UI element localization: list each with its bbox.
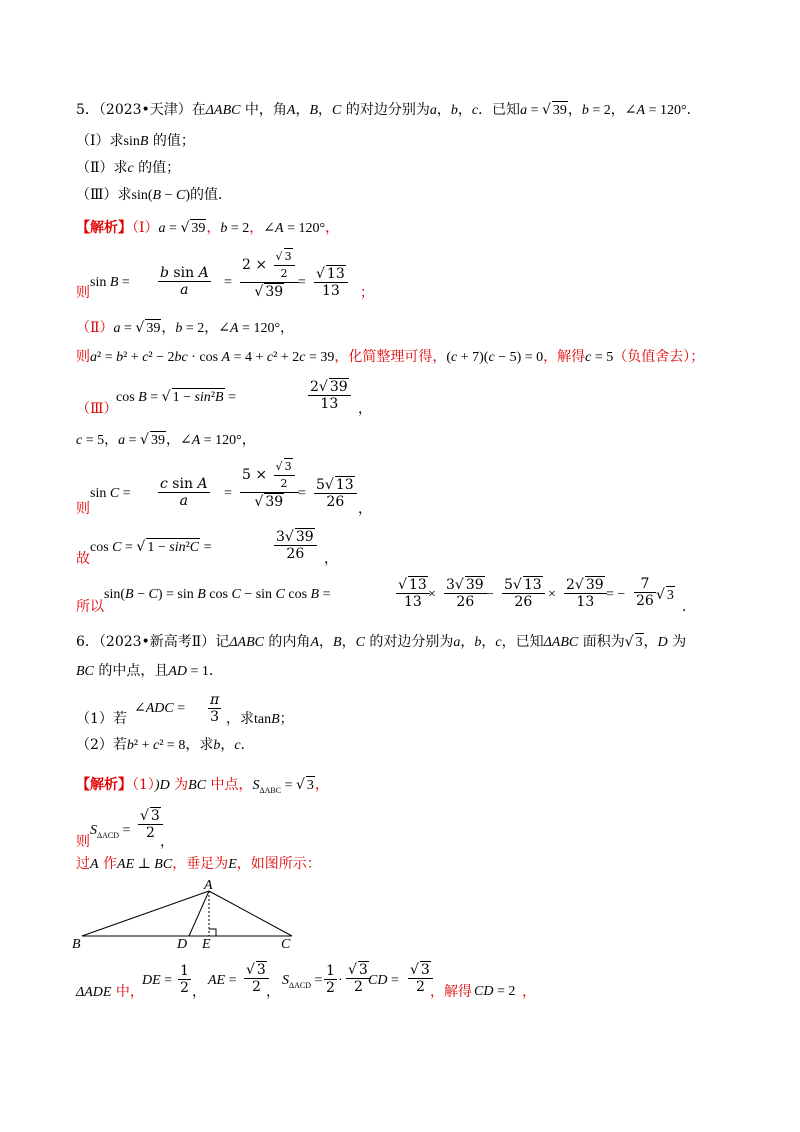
label-C: C bbox=[281, 937, 291, 952]
p5-header: 5．（2023•天津）在ΔABC 中，角A，B，C 的对边分别为a，b，c．已知a = √ 39，b = 2，∠A = 120°． bbox=[76, 102, 701, 118]
label-A: A bbox=[204, 878, 213, 893]
p5-final: 所以 sin(B − C) = sin B cos C − sin C cos B = $\frac{√ 13}{13}$ × $\frac{3√ 39}{26}$ − $\frac{5√ 13}{26}$ × $\frac{2√ 39}{13}$ = − $\frac{7}{26}$ √ 3 ． bbox=[76, 576, 696, 615]
label-D: D bbox=[177, 937, 188, 952]
triangle-figure bbox=[66, 876, 316, 952]
solution-label: 【解析】 bbox=[76, 220, 132, 236]
p5-q2: （Ⅱ）求c 的值； bbox=[76, 160, 181, 176]
p6-header: 6．（2023•新高考Ⅱ）记ΔABC 的内角A，B，C 的对边分别为a，b，c，已知ΔABC 面积为√ 3，D 为 bbox=[76, 634, 687, 650]
p6-triangle-ADE: ΔADE 中， DE = $\frac{1}{2}$ ， AE = $\frac{√ 3}{2}$ ， $S_{\Delta ACD}$ = $\frac{1}{2}$ · $\frac{√ 3}{2}$ CD = $\frac{√ 3}{2}$ ，解得 CD = 2 ， bbox=[76, 962, 536, 1000]
label-E: E bbox=[202, 937, 211, 952]
label-B: B bbox=[72, 937, 81, 952]
p6-solution-1: 【解析】（1）)D 为BC 中点，$S_{\Delta ABC}$ = √ 3， bbox=[76, 777, 329, 795]
right-angle-mark bbox=[209, 929, 216, 936]
p6-area-ACD: 则 $S_{\Delta ACD}$ = $\frac{√ 3}{2}$ ， bbox=[76, 808, 174, 850]
p5-sinC-formula: 则 sin C = $\frac{\text{c sin A}}{a}$ = 5 × $\frac{√ 3}{2}$ √ 39 = $\frac{5√ 13}{26}$ ， bbox=[76, 460, 372, 517]
segment-AC bbox=[209, 891, 292, 936]
p6-q1: （1）若 ∠ADC = $\frac{\pi}{3}$ ，求tanB； bbox=[76, 692, 294, 727]
p5-given-3: c = 5，a = √ 39，∠A = 120°， bbox=[76, 432, 256, 448]
p5-solution-2-given: （Ⅱ）a = √ 39，b = 2，∠A = 120°， bbox=[76, 320, 295, 336]
p5-cosC: 故 cos C = √ 1 − sin²C = $\frac{3√ 39}{26}$ ， bbox=[76, 529, 338, 567]
p5-q3: （Ⅲ）求sin(B − C)的值． bbox=[76, 187, 232, 203]
p6-header-2: BC 的中点，且AD = 1． bbox=[76, 663, 223, 679]
p5-law-of-cosines: 则a² = b² + c² − 2bc · cos A = 4 + c² + 2c = 39，化简整理可得，(c + 7)(c − 5) = 0，解得c = 5（负值舍去）； bbox=[76, 349, 705, 365]
p5-q1: （Ⅰ）求sinB 的值； bbox=[76, 133, 195, 149]
p5-sinB-formula: 则 sin B = $\frac{\text{b sin A}}{a}$ = 2 × $\frac{√ 3}{2}$ √ 39 = $\frac{√ 13}{13}$ ； bbox=[76, 250, 374, 301]
p5-cosB: （Ⅲ） cos B = √ 1 − sin²B = $\frac{2√ 39}{13}$ ， bbox=[76, 379, 372, 417]
segment-AB bbox=[82, 891, 209, 936]
p6-q2: （2）若b² + c² = 8，求b，c． bbox=[76, 737, 255, 753]
p5-solution-1-given: 【解析】（Ⅰ）a = √ 39，b = 2，∠A = 120°， bbox=[76, 220, 340, 236]
p6-construct: 过A 作AE ⊥ BC，垂足为E，如图所示： bbox=[76, 856, 321, 872]
segment-AD bbox=[189, 891, 209, 936]
